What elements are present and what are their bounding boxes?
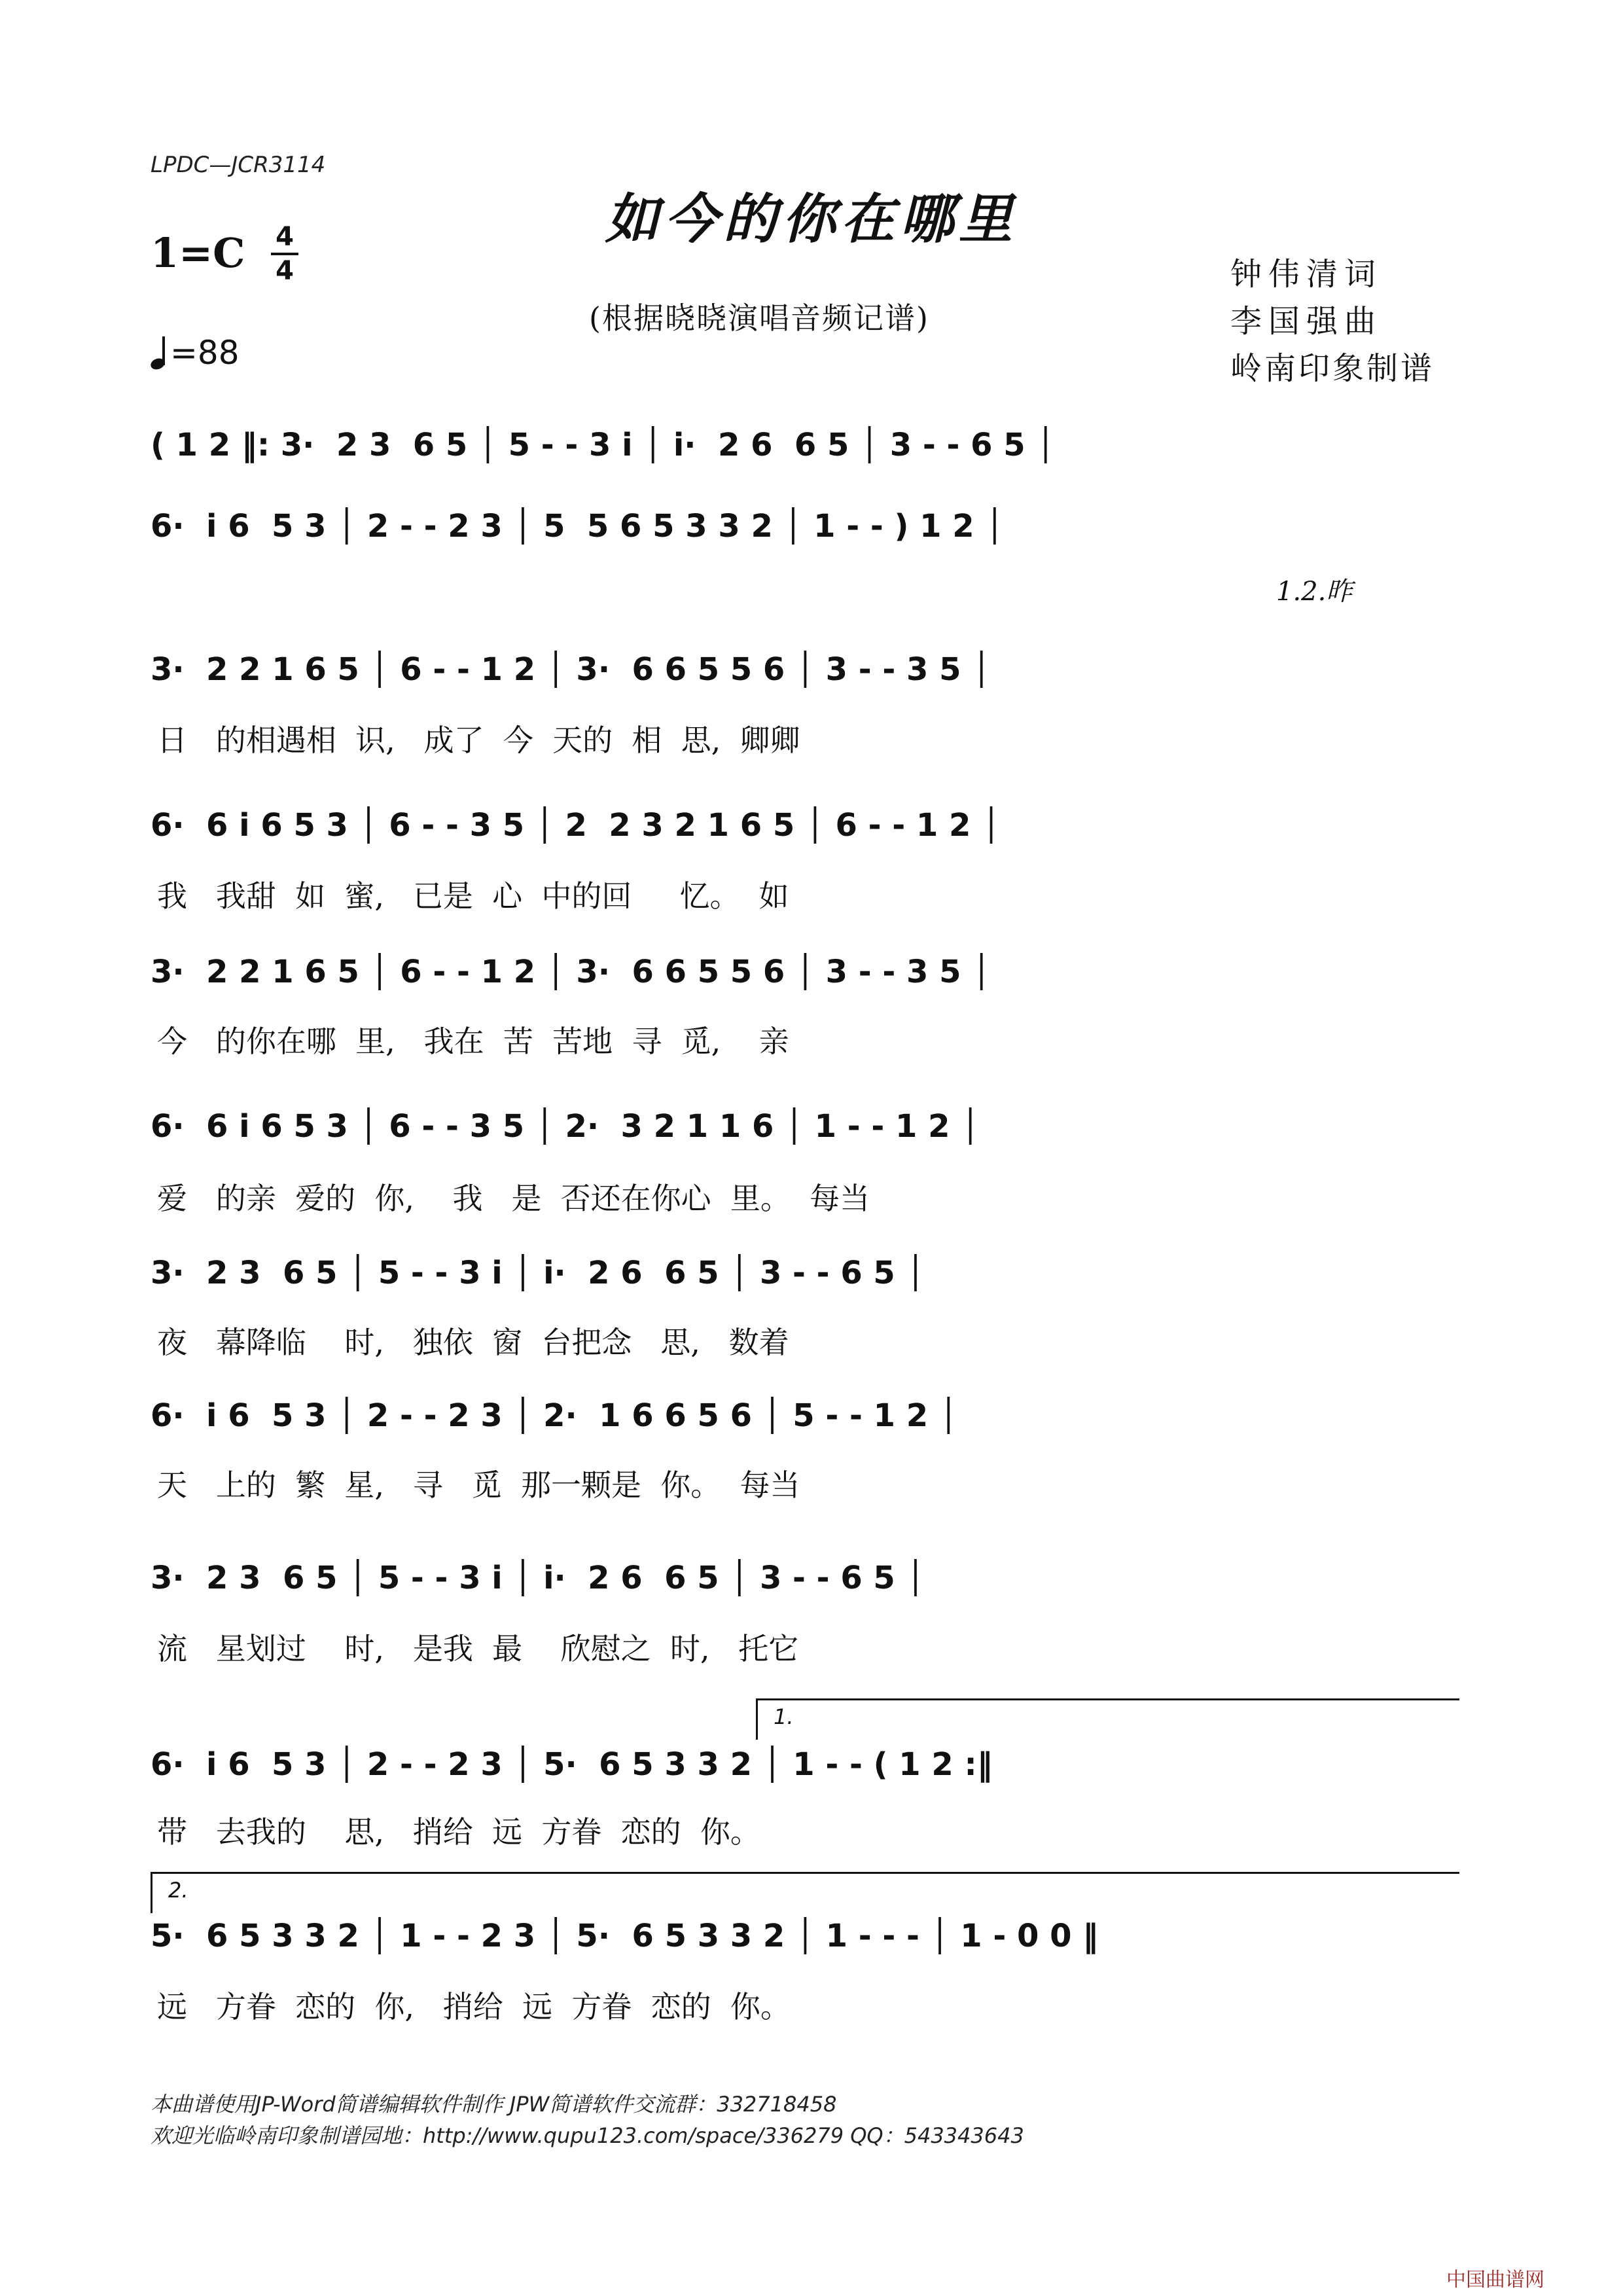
notation-line-1: 3· 2 2 1 6 5 │ 6 - - 1 2 │ 3· 6 6 5 5 6 │ 3 - - 3 5 │ (151, 651, 991, 688)
song-title: 如今的你在哪里 (605, 188, 1018, 251)
volta-2-label: 2. (168, 1878, 188, 1903)
lyric-line-9: 远 方眷 恋的 你, 捎给 远 方眷 恋的 你。 (157, 1989, 791, 2024)
lyric-line-8: 带 去我的 思, 捎给 远 方眷 恋的 你。 (157, 1814, 760, 1850)
time-signature (268, 223, 301, 285)
quarter-note-icon (151, 339, 170, 372)
lyric-line-1: 日 的相遇相 识, 成了 今 天的 相 思, 卿卿 (157, 723, 800, 758)
footer-software-note: 本曲谱使用JP-Word简谱编辑软件制作 JPW简谱软件交流群：332718458 (151, 2092, 837, 2117)
lyric-line-6: 天 上的 繁 星, 寻 觅 那一颗是 你。 每当 (157, 1467, 800, 1503)
lyric-line-4: 爱 的亲 爱的 你, 我 是 否还在你心 里。 每当 (157, 1181, 870, 1216)
volta-1-label: 1. (774, 1704, 794, 1729)
lyric-line-5: 夜 幕降临 时, 独依 窗 台把念 思, 数着 (157, 1325, 789, 1360)
notation-line-4: 6· 6 i 6 5 3 │ 6 - - 3 5 │ 2· 3 2 1 1 6 │ 1 - - 1 2 │ (151, 1108, 980, 1145)
notation-line-7: 3· 2 3 6 5 │ 5 - - 3 i │ i· 2 6 6 5 │ 3 - - 6 5 │ (151, 1560, 925, 1596)
lyric-line-7: 流 星划过 时, 是我 最 欣慰之 时, 托它 (157, 1631, 799, 1666)
site-logo: 中国曲谱网 (1446, 2269, 1544, 2291)
intro-line-1: ( 1 2 ‖: 3· 2 3 6 5 │ 5 - - 3 i │ i· 2 6 6 5 │ 3 - - 6 5 │ (151, 427, 1056, 463)
document-code: LPDC—JCR3114 (151, 152, 326, 178)
notation-line-6: 6· i 6 5 3 │ 2 - - 2 3 │ 2· 1 6 6 5 6 │ 5 - - 1 2 │ (151, 1397, 958, 1434)
arranger-credit: 岭南印象制谱 (1230, 350, 1435, 387)
notation-line-3: 3· 2 2 1 6 5 │ 6 - - 1 2 │ 3· 6 6 5 5 6 │ 3 - - 3 5 │ (151, 954, 991, 990)
lyric-line-3: 今 的你在哪 里, 我在 苦 苦地 寻 觅, 亲 (157, 1024, 789, 1059)
volta-2-bracket (151, 1872, 1459, 1918)
time-signature-bottom: 4 (276, 256, 294, 286)
notation-line-2: 6· 6 i 6 5 3 │ 6 - - 3 5 │ 2 2 3 2 1 6 5 │ 6 - - 1 2 │ (151, 807, 1001, 844)
intro-line-2: 6· i 6 5 3 │ 2 - - 2 3 │ 5 5 6 5 3 3 2 │ 1 - - ) 1 2 │ (151, 508, 1005, 545)
lyricist-credit: 钟伟清词 (1230, 256, 1383, 293)
notation-line-8: 6· i 6 5 3 │ 2 - - 2 3 │ 5· 6 5 3 3 2 │ 1 - - ( 1 2 :‖ (151, 1746, 993, 1783)
tempo-value: =88 (170, 334, 240, 372)
subtitle: (根据晓晓演唱音频记谱) (589, 300, 929, 336)
volta-1-bracket (756, 1698, 1459, 1744)
footer-website-note: 欢迎光临岭南印象制谱园地：http://www.qupu123.com/space/336279 QQ：543343643 (151, 2123, 1024, 2148)
key-signature: 1=C (151, 229, 245, 277)
notation-line-9: 5· 6 5 3 3 2 │ 1 - - 2 3 │ 5· 6 5 3 3 2 │ 1 - - - │ 1 - 0 0 ‖ (151, 1918, 1099, 1954)
time-signature-top: 4 (276, 222, 294, 252)
notation-line-5: 3· 2 3 6 5 │ 5 - - 3 i │ i· 2 6 6 5 │ 3 - - 6 5 │ (151, 1255, 925, 1291)
pickup-label: 1.2.昨 (1276, 577, 1353, 607)
lyric-line-2: 我 我甜 如 蜜, 已是 心 中的回 忆。 如 (157, 878, 789, 914)
tempo-marking (151, 334, 240, 372)
composer-credit: 李国强曲 (1230, 303, 1383, 340)
